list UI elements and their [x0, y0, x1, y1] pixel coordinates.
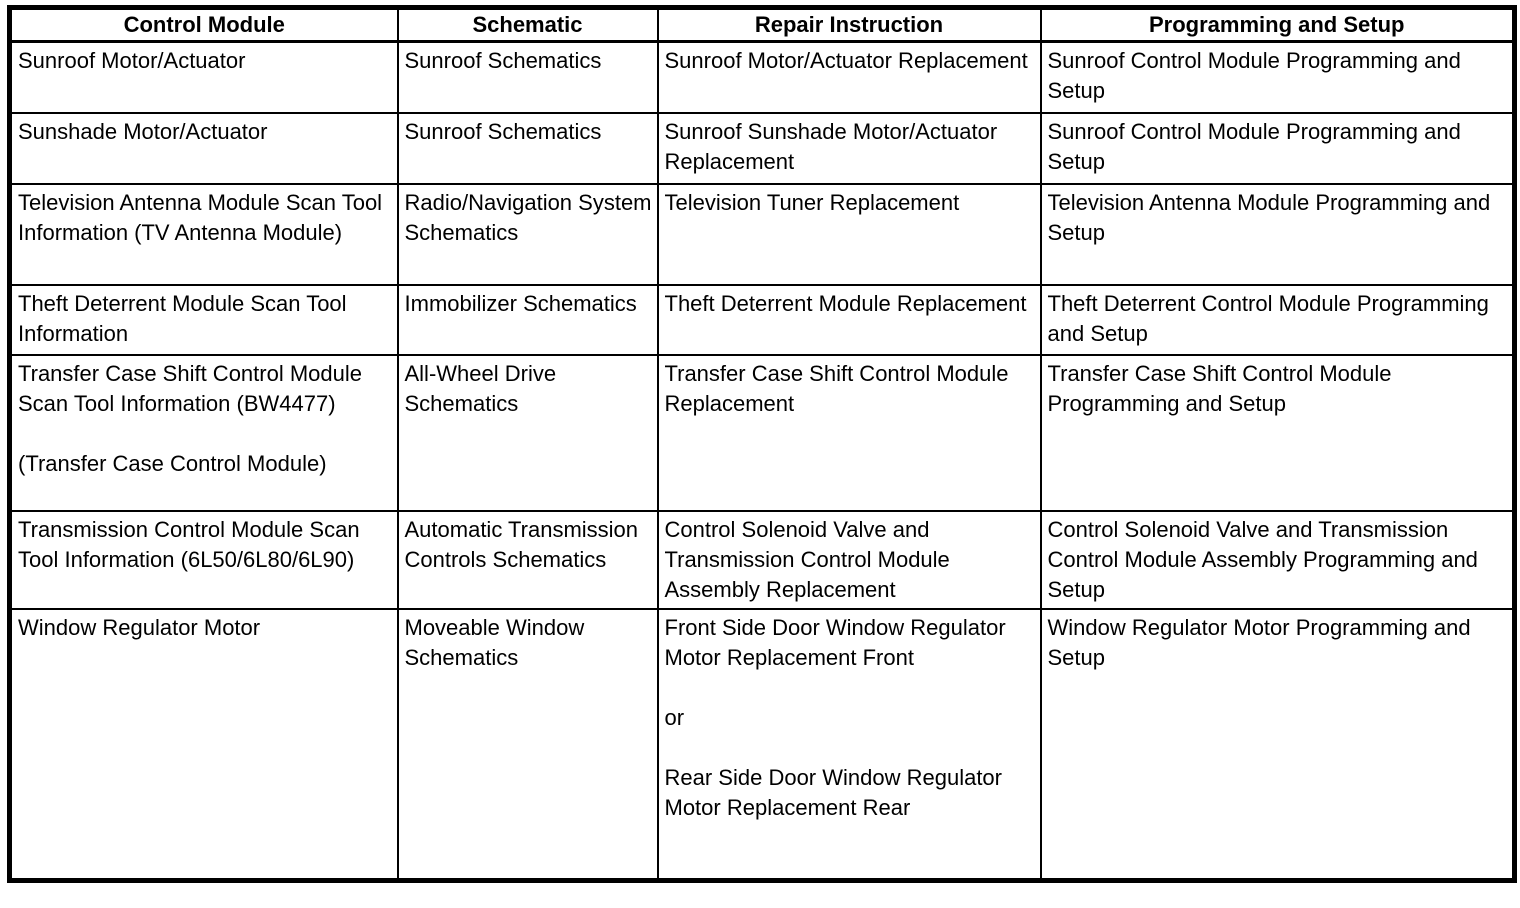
cell-paragraph: Television Antenna Module Programming and Setup	[1047, 189, 1491, 245]
table-row	[10, 42, 1515, 113]
cell-paragraph: Theft Deterrent Control Module Programming and Setup	[1047, 290, 1489, 346]
column-header-programming-and-setup: Programming and Setup	[1041, 8, 1515, 42]
cell-paragraph: Transfer Case Shift Control Module Programming and Setup	[1047, 360, 1392, 416]
cell-paragraph: or	[664, 704, 685, 730]
column-header-schematic: Schematic	[398, 8, 658, 42]
table-row	[10, 184, 1515, 285]
cell-paragraph: Radio/Navigation System Schematics	[404, 189, 652, 245]
cell-paragraph: Window Regulator Motor Programming and Setup	[1047, 614, 1471, 670]
cell-paragraph: Moveable Window Schematics	[404, 614, 585, 670]
cell-repair-instruction	[658, 609, 1041, 881]
cell-paragraph: Sunshade Motor/Actuator	[18, 118, 268, 144]
cell-schematic	[398, 113, 658, 184]
cell-paragraph: Front Side Door Window Regulator Motor Replacement Front	[664, 614, 1006, 670]
cell-programming-and-setup	[1041, 609, 1515, 881]
table-body	[10, 42, 1515, 881]
cell-schematic	[398, 609, 658, 881]
cell-programming-and-setup	[1041, 511, 1515, 609]
cell-programming-and-setup	[1041, 184, 1515, 285]
cell-repair-instruction	[658, 511, 1041, 609]
cell-schematic	[398, 511, 658, 609]
cell-programming-and-setup	[1041, 42, 1515, 113]
cell-schematic	[398, 184, 658, 285]
column-header-control-module: Control Module	[10, 8, 398, 42]
cell-paragraph: Window Regulator Motor	[18, 614, 261, 640]
cell-control-module	[10, 113, 398, 184]
cell-repair-instruction	[658, 184, 1041, 285]
control-module-reference-table	[7, 5, 1517, 883]
cell-paragraph: Sunroof Motor/Actuator Replacement	[664, 48, 1028, 73]
cell-paragraph: Sunroof Schematics	[404, 118, 602, 144]
table-row	[10, 113, 1515, 184]
cell-paragraph: Sunroof Sunshade Motor/Actuator Replacement	[664, 118, 998, 174]
cell-paragraph: Theft Deterrent Module Replacement	[664, 290, 1027, 316]
cell-paragraph: Theft Deterrent Module Scan Tool Information	[18, 290, 347, 346]
table-row	[10, 609, 1515, 881]
header-row	[10, 8, 1515, 42]
cell-repair-instruction	[658, 42, 1041, 113]
table-row	[10, 285, 1515, 355]
cell-paragraph: Control Solenoid Valve and Transmission Control Module Assembly Programming and Setup	[1047, 516, 1478, 602]
cell-paragraph: (Transfer Case Control Module)	[18, 450, 327, 476]
cell-repair-instruction	[658, 355, 1041, 511]
cell-control-module	[10, 42, 398, 113]
cell-control-module	[10, 511, 398, 609]
cell-paragraph: Transfer Case Shift Control Module Scan Tool Information (BW4477)	[18, 360, 362, 416]
cell-control-module	[10, 184, 398, 285]
cell-paragraph: Transmission Control Module Scan Tool Information (6L50/6L80/6L90)	[18, 516, 360, 572]
cell-programming-and-setup	[1041, 113, 1515, 184]
cell-programming-and-setup	[1041, 285, 1515, 355]
cell-repair-instruction	[658, 113, 1041, 184]
table-row	[10, 355, 1515, 511]
table-row	[10, 511, 1515, 609]
column-header-repair-instruction: Repair Instruction	[658, 8, 1041, 42]
cell-schematic	[398, 355, 658, 511]
cell-paragraph: Automatic Transmission Controls Schematics	[404, 516, 639, 572]
cell-control-module	[10, 355, 398, 511]
cell-schematic	[398, 42, 658, 113]
cell-paragraph: Television Antenna Module Scan Tool Information (TV Antenna Module)	[18, 189, 383, 245]
cell-paragraph: Immobilizer Schematics	[404, 290, 637, 316]
cell-paragraph: Television Tuner Replacement	[664, 189, 960, 215]
cell-paragraph: Control Solenoid Valve and Transmission Control Module Assembly Replacement	[664, 516, 950, 602]
cell-paragraph: Sunroof Control Module Programming and Setup	[1047, 118, 1461, 174]
cell-paragraph: Sunroof Motor/Actuator	[18, 48, 246, 73]
cell-schematic	[398, 285, 658, 355]
cell-paragraph: Sunroof Control Module Programming and Setup	[1047, 48, 1461, 103]
cell-paragraph: Sunroof Schematics	[404, 48, 602, 73]
cell-repair-instruction	[658, 285, 1041, 355]
cell-control-module	[10, 285, 398, 355]
cell-paragraph: Rear Side Door Window Regulator Motor Replacement Rear	[664, 764, 1002, 820]
cell-paragraph: Transfer Case Shift Control Module Replacement	[664, 360, 1009, 416]
cell-paragraph: All-Wheel Drive Schematics	[404, 360, 557, 416]
cell-programming-and-setup	[1041, 355, 1515, 511]
cell-control-module	[10, 609, 398, 881]
